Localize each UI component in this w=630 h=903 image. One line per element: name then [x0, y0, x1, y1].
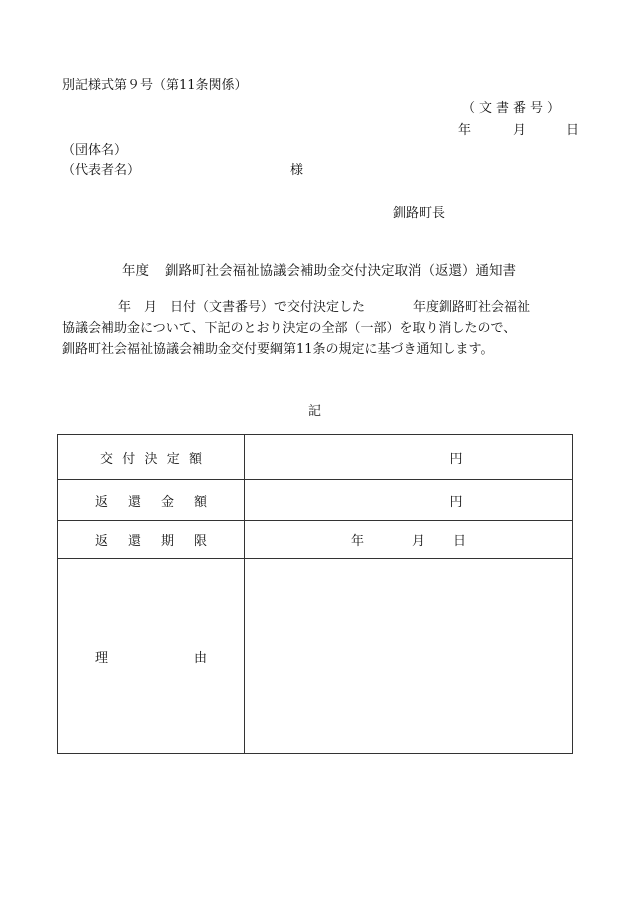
body-line-2: 協議会補助金について、下記のとおり決定の全部（一部）を取り消したので、 — [62, 321, 517, 336]
title-main: 釧路町社会福祉協議会補助金交付決定取消（返還）通知書 — [165, 263, 516, 279]
date-day: 日 — [566, 123, 580, 138]
row-label: 交 付 決 定 額 — [58, 435, 245, 480]
body-line-1-rest: 年度釧路町社会福祉 — [413, 300, 531, 315]
row-label: 理 由 — [58, 559, 245, 754]
issue-date — [458, 119, 579, 138]
organization-label: （団体名） — [62, 143, 128, 158]
form-number: 別記様式第９号（第11条関係） — [62, 78, 248, 93]
title-prefix: 年度 — [122, 263, 149, 279]
row-label: 返 還 金 額 — [58, 480, 245, 521]
detail-table — [57, 434, 573, 754]
return-amount-value: 円 — [245, 480, 573, 521]
date-month: 月 — [513, 123, 527, 138]
body-text — [62, 297, 574, 360]
honorific: 様 — [290, 163, 304, 178]
body-line-1 — [62, 297, 574, 318]
ki-marker: 記 — [308, 404, 322, 419]
grant-amount-value: 円 — [245, 435, 573, 480]
body-line-3: 釧路町社会福祉協議会補助金交付要綱第11条の規定に基づき通知します。 — [62, 342, 494, 357]
document-title — [122, 259, 516, 279]
reason-value — [245, 559, 573, 754]
row-label: 返 還 期 限 — [58, 521, 245, 559]
body-line-1-date: 年 月 日付（文書番号）で交付決定した — [118, 300, 366, 315]
table-row — [58, 521, 573, 559]
date-year: 年 — [458, 123, 472, 138]
document-number: （文書番号） — [462, 101, 565, 116]
representative-label: （代表者名） — [62, 163, 141, 178]
table-row — [58, 480, 573, 521]
sender-name: 釧路町長 — [393, 206, 446, 221]
return-deadline-value: 年 月 日 — [245, 521, 573, 559]
table-row — [58, 435, 573, 480]
table-row — [58, 559, 573, 754]
